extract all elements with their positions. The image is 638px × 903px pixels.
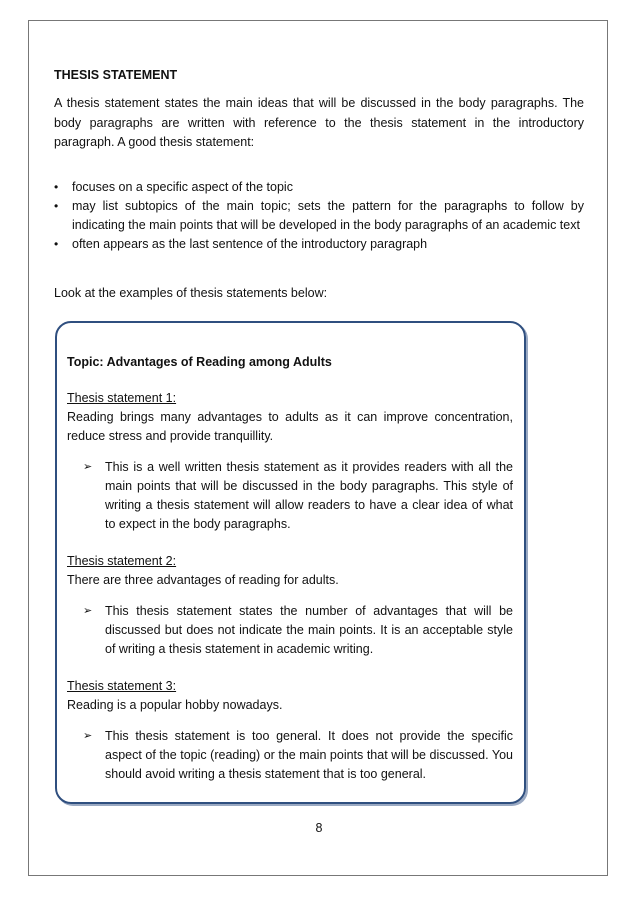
bullet-icon: •	[54, 180, 59, 194]
thesis-example	[67, 389, 513, 534]
example-box	[55, 321, 526, 804]
section-heading: THESIS STATEMENT	[54, 68, 178, 82]
example-content	[67, 353, 513, 802]
bullet-icon: •	[54, 237, 59, 251]
thesis-label: Thesis statement 3:	[67, 679, 177, 693]
thesis-text: Reading brings many advantages to adults as it can improve concentration, reduce stress and provide tranquillity.	[67, 410, 513, 443]
thesis-comment	[75, 602, 513, 659]
list-item-text: often appears as the last sentence of the introductory paragraph	[72, 237, 428, 251]
bullet-icon: •	[54, 199, 59, 213]
list-item-text: focuses on a specific aspect of the topic	[72, 180, 293, 194]
list-item-text: may list subtopics of the main topic; sets the pattern for the paragraphs to follow by indicating the main points that will be developed in the body paragraphs of an academic text	[72, 199, 584, 232]
list-item	[54, 178, 584, 197]
thesis-label: Thesis statement 2:	[67, 554, 177, 568]
thesis-label: Thesis statement 1:	[67, 391, 177, 405]
thesis-comment	[75, 727, 513, 784]
page-number: 8	[315, 821, 323, 835]
thesis-text: There are three advantages of reading for adults.	[67, 573, 339, 587]
thesis-comment-text: This thesis statement is too general. It does not provide the specific aspect of the topic (reading) or the main points that will be discussed. You should avoid writing a thesis statement that is too general.	[105, 729, 513, 781]
thesis-comment-text: This thesis statement states the number of advantages that will be discussed but does not indicate the main points. It is an acceptable style of writing a thesis statement in academic writing.	[105, 604, 513, 656]
list-item	[54, 197, 584, 235]
arrow-bullet-icon: ➢	[83, 461, 93, 473]
example-topic: Topic: Advantages of Reading among Adults	[67, 355, 332, 369]
list-item	[54, 235, 584, 254]
thesis-example	[67, 677, 513, 784]
thesis-comment	[75, 458, 513, 534]
thesis-example	[67, 552, 513, 659]
thesis-text: Reading is a popular hobby nowadays.	[67, 698, 283, 712]
criteria-list	[54, 178, 584, 254]
arrow-bullet-icon: ➢	[83, 730, 93, 742]
look-at-text: Look at the examples of thesis statements below:	[54, 286, 328, 300]
arrow-bullet-icon: ➢	[83, 605, 93, 617]
intro-paragraph: A thesis statement states the main ideas that will be discussed in the body paragraphs. The body paragraphs are written with reference to the thesis statement in the introductory paragraph. A good thesis statement:	[54, 96, 584, 149]
thesis-comment-text: This is a well written thesis statement as it provides readers with all the main points that will be discussed in the body paragraphs. This style of writing a thesis statement will allow readers to have a clear idea of what to expect in the body paragraphs.	[105, 460, 513, 531]
